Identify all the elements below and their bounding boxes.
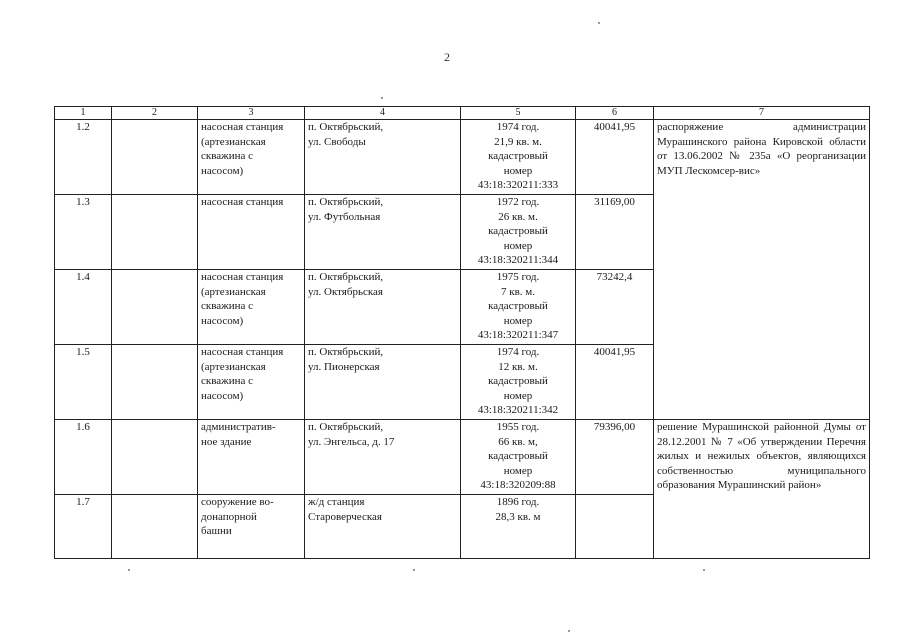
object-name: насосная станция (артезианская скважина с насосом) <box>198 120 305 195</box>
object-details: 1896 год. 28,3 кв. м <box>461 495 576 559</box>
object-address: п. Октябрьский, ул. Пионерская <box>305 345 461 420</box>
object-value: 40041,95 <box>576 120 654 195</box>
header-cell: 6 <box>576 107 654 120</box>
object-address: п. Октябрьский, ул. Футбольная <box>305 195 461 270</box>
object-value: 31169,00 <box>576 195 654 270</box>
basis-document: решение Мурашинской районной Думы от 28.12.2001 № 7 «Об утверждении Перечня жилых и нежилых объектов, являющихся собственностью муниципального образования Мурашинский район» <box>654 420 870 559</box>
object-name: насосная станция <box>198 195 305 270</box>
object-address: п. Октябрьский, ул. Октябрьская <box>305 270 461 345</box>
header-cell: 1 <box>55 107 112 120</box>
scan-speck <box>128 569 130 571</box>
row-number: 1.7 <box>55 495 112 559</box>
object-name: сооружение во- донапорной башни <box>198 495 305 559</box>
table-row <box>55 120 870 195</box>
row-col2 <box>112 345 198 420</box>
object-address: ж/д станция Староверческая <box>305 495 461 559</box>
row-number: 1.5 <box>55 345 112 420</box>
row-number: 1.2 <box>55 120 112 195</box>
object-value <box>576 495 654 559</box>
object-details: 1974 год. 12 кв. м. кадастровый номер 43:18:320211:342 <box>461 345 576 420</box>
object-value: 40041,95 <box>576 345 654 420</box>
table-row <box>55 420 870 495</box>
scan-speck <box>598 22 600 24</box>
header-cell: 4 <box>305 107 461 120</box>
object-name: административ- ное здание <box>198 420 305 495</box>
header-cell: 3 <box>198 107 305 120</box>
header-row <box>55 107 870 120</box>
page-number: 2 <box>444 50 450 64</box>
object-details: 1974 год. 21,9 кв. м. кадастровый номер 43:18:320211:333 <box>461 120 576 195</box>
header-cell: 5 <box>461 107 576 120</box>
row-number: 1.4 <box>55 270 112 345</box>
object-name: насосная станция (артезианская скважина с насосом) <box>198 345 305 420</box>
scan-speck <box>703 569 705 571</box>
scan-speck <box>381 97 383 99</box>
header-cell: 2 <box>112 107 198 120</box>
header-cell: 7 <box>654 107 870 120</box>
object-value: 79396,00 <box>576 420 654 495</box>
object-address: п. Октябрьский, ул. Энгельса, д. 17 <box>305 420 461 495</box>
basis-document: распоряжение администрации Мурашинского района Кировской области от 13.06.2002 № 235а «О реорганизации МУП Лескомсер-вис» <box>654 120 870 420</box>
object-address: п. Октябрьский, ул. Свободы <box>305 120 461 195</box>
row-col2 <box>112 420 198 495</box>
property-table <box>54 106 870 559</box>
row-col2 <box>112 195 198 270</box>
object-details: 1955 год. 66 кв. м, кадастровый номер 43:18:320209:88 <box>461 420 576 495</box>
row-col2 <box>112 120 198 195</box>
object-details: 1975 год. 7 кв. м. кадастровый номер 43:18:320211:347 <box>461 270 576 345</box>
object-name: насосная станция (артезианская скважина с насосом) <box>198 270 305 345</box>
row-col2 <box>112 270 198 345</box>
object-value: 73242,4 <box>576 270 654 345</box>
row-number: 1.3 <box>55 195 112 270</box>
scan-speck <box>413 569 415 571</box>
scan-speck <box>568 630 570 632</box>
object-details: 1972 год. 26 кв. м. кадастровый номер 43:18:320211:344 <box>461 195 576 270</box>
row-number: 1.6 <box>55 420 112 495</box>
row-col2 <box>112 495 198 559</box>
